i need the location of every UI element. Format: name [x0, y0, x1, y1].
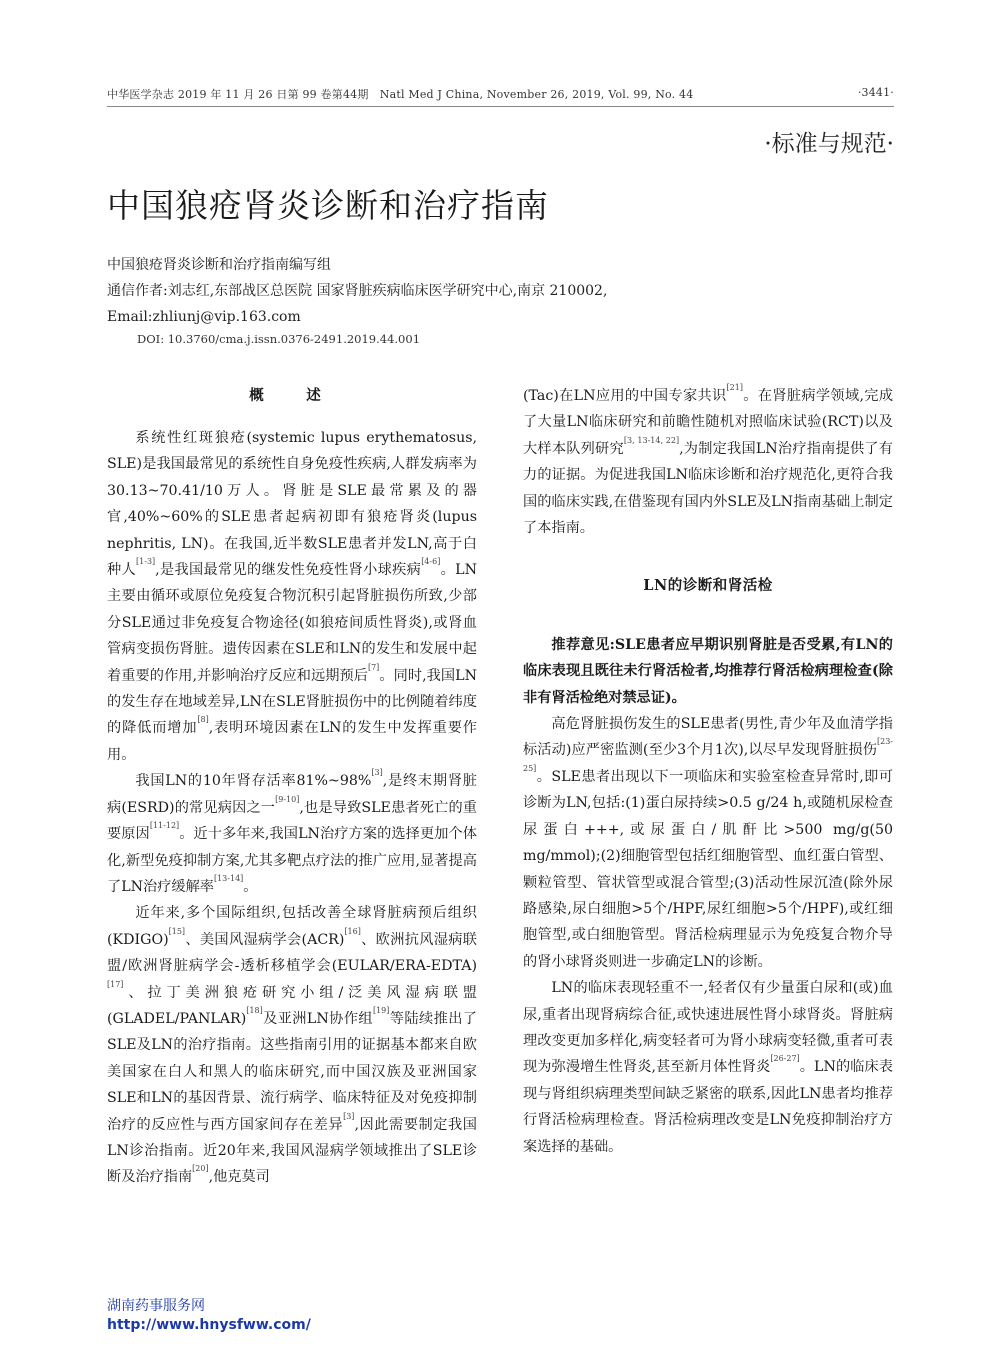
footer-site-name[interactable]: 湖南药事服务网: [107, 1298, 205, 1314]
citation[interactable]: [11-12]: [149, 821, 180, 831]
footer-watermark: [107, 1297, 311, 1335]
paragraph: (Tac)在LN应用的中国专家共识[21]。在肾脏病学领域,完成了大量LN临床研究和前瞻性随机对照临床试验(RCT)以及大样本队列研究[3, 13-14, 22],为制定我国LN治疗指南提供了有力的证据。为促进我国LN临床诊断和治疗规范化,更符合我国的临床实践,在借鉴现有国内外SLE及LN指南基础上制定了本指南。: [523, 383, 894, 537]
section-tag: ·标准与规范·: [764, 131, 894, 157]
paragraph: 高危肾脏损伤发生的SLE患者(男性,青少年及血清学指标活动)应严密监测(至少3个月1次),以尽早发现肾脏损伤[23-25]。SLE患者出现以下一项临床和实验室检查异常时,即可诊断为LN,包括:(1)蛋白尿持续>0.5 g/24 h,或随机尿检查尿蛋白+++,或尿蛋白/肌酐比>500 mg/g(50 mg/mmol);(2)细胞管型包括红细胞管型、血红蛋白管型、颗粒管型、管状管型或混合管型;(3)活动性尿沉渣(除外尿路感染,尿白细胞>5个/HPF,尿红细胞>5个/HPF),或红细胞管型,或白细胞管型。肾活检病理显示为免疫复合物介导的肾小球肾炎则进一步确定LN的诊断。: [523, 716, 893, 970]
citation[interactable]: [13-14]: [213, 873, 244, 883]
right-column: [523, 383, 893, 1160]
journal-citation: 中华医学杂志 2019 年 11 月 26 日第 99 卷第44期 Natl Med J China, November 26, 2019, Vol. 99, No. 44: [107, 88, 694, 101]
citation[interactable]: [23-25]: [523, 737, 893, 773]
citation[interactable]: [3]: [343, 1111, 355, 1121]
citation[interactable]: [9-10]: [275, 794, 300, 804]
author-block: [107, 252, 607, 330]
citation[interactable]: [15]: [168, 926, 186, 936]
doi[interactable]: DOI: 10.3760/cma.j.issn.0376-2491.2019.44.001: [137, 332, 421, 346]
citation[interactable]: [20]: [192, 1164, 209, 1174]
author-group: 中国狼疮肾炎诊断和治疗指南编写组: [107, 257, 331, 273]
left-column: [107, 383, 477, 1191]
citation[interactable]: [1-3]: [136, 557, 156, 567]
article-title: 中国狼疮肾炎诊断和治疗指南: [107, 186, 549, 225]
paragraph: LN的临床表现轻重不一,轻者仅有少量蛋白尿和(或)血尿,重者出现肾病综合征,或快速进展性肾小球肾炎。肾脏病理改变更加多样化,病变轻者可为肾小球病变轻微,重者可表现为弥漫增生性肾炎,甚至新月体性肾炎[26-27]。LN的临床表现与肾组织病理类型间缺乏紧密的联系,因此LN患者均推荐行肾活检病理检查。肾活检病理改变是LN免疫抑制治疗方案选择的基础。: [523, 980, 893, 1155]
footer-url-link[interactable]: http://www.hnysfww.com/: [107, 1317, 311, 1333]
page-number: ·3441·: [857, 86, 894, 99]
header-rule: [107, 106, 894, 107]
citation[interactable]: [17]: [107, 979, 124, 989]
citation[interactable]: [18]: [246, 1005, 263, 1015]
paragraph: 近年来,多个国际组织,包括改善全球肾脏病预后组织(KDIGO)[15]、美国风湿病学会(ACR)[16]、欧洲抗风湿病联盟/欧洲肾脏病学会-透析移植学会(EULAR/ERA-EDTA)[17]、拉丁美洲狼疮研究小组/泛美风湿病联盟(GLADEL/PANLAR)[18]及亚洲LN协作组[19]等陆续推出了SLE及LN的治疗指南。这些指南引用的证据基本都来自欧美国家在白人和黑人的临床研究,而中国汉族及亚洲国家SLE和LN的基因背景、流行病学、临床特征及对免疫抑制治疗的反应性与西方国家间存在差异[3],因此需要制定我国LN诊治指南。近20年来,我国风湿病学领域推出了SLE诊断及治疗指南[20],他克莫司: [107, 905, 477, 1186]
citation[interactable]: [3]: [371, 768, 383, 778]
citation[interactable]: [19]: [372, 1005, 390, 1015]
section-heading-overview: 概 述: [249, 387, 335, 404]
citation[interactable]: [16]: [344, 926, 361, 936]
email[interactable]: Email:zhliunj@vip.163.com: [107, 309, 301, 325]
recommendation: 推荐意见:SLE患者应早期识别肾脏是否受累,有LN的临床表现且既往未行肾活检者,均推荐行肾活检病理检查(除非有肾活检绝对禁忌证)。: [523, 636, 893, 706]
correspondence: 通信作者:刘志红,东部战区总医院 国家肾脏疾病临床医学研究中心,南京 210002,: [107, 283, 608, 299]
citation[interactable]: [21]: [726, 383, 743, 392]
paragraph: 我国LN的10年肾存活率81%~98%[3],是终末期肾脏病(ESRD)的常见病因之一[9-10],也是导致SLE患者死亡的重要原因[11-12]。近十多年来,我国LN治疗方案的选择更加个体化,新型免疫抑制方案,尤其多靶点疗法的推广应用,显著提高了LN治疗缓解率[13-14]。: [107, 768, 477, 895]
citation[interactable]: [3, 13-14, 22]: [623, 435, 680, 445]
citation[interactable]: [4-6]: [421, 557, 441, 567]
citation[interactable]: [8]: [197, 715, 209, 725]
citation[interactable]: [7]: [367, 662, 380, 672]
section-heading-diagnosis: LN的诊断和肾活检: [643, 577, 773, 595]
paragraph: 系统性红斑狼疮(systemic lupus erythematosus, SLE)是我国最常见的系统性自身免疫性疾病,人群发病率为30.13~70.41/10万人。肾脏是SLE最常累及的器官,40%~60%的SLE患者起病初即有狼疮肾炎(lupus nephritis, LN)。在我国,近半数SLE患者并发LN,高于白种人[1-3],是我国最常见的继发性免疫性肾小球疾病[4-6]。LN主要由循环或原位免疫复合物沉积引起肾脏损伤所致,少部分SLE通过非免疫复合物途径(如狼疮间质性肾炎),或肾血管病变损伤肾脏。遗传因素在SLE和LN的发生和发展中起着重要的作用,并影响治疗反应和远期预后[7]。同时,我国LN的发生存在地域差异,LN在SLE肾脏损伤中的比例随着纬度的降低而增加[8],表明环境因素在LN的发生中发挥重要作用。: [107, 430, 477, 763]
citation[interactable]: [26-27]: [770, 1054, 800, 1064]
running-header: [107, 86, 894, 104]
